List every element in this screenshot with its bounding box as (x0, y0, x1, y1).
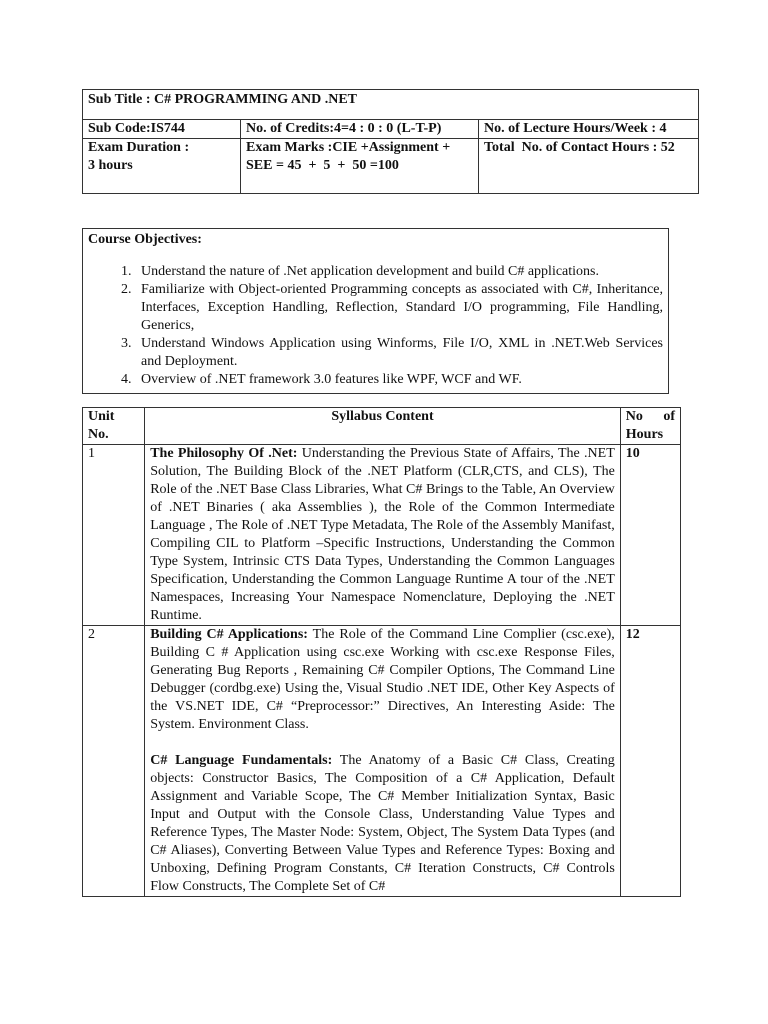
hours-header-of: of (663, 409, 675, 424)
content-section (150, 626, 615, 734)
objectives-list (88, 263, 663, 389)
content-section (150, 752, 615, 896)
hours-header-line1 (626, 408, 675, 426)
exam-duration-cell (83, 139, 241, 194)
section-heading: Building C# Applications: (150, 627, 308, 642)
unit-header-line1: Unit (88, 409, 115, 424)
syllabus-content-header: Syllabus Content (145, 408, 621, 445)
table-row (83, 445, 681, 626)
content-section (150, 445, 615, 625)
objective-item: 4. Overview of .NET framework 3.0 features like WPF, WCF and WF. (135, 371, 663, 389)
section-text: The Anatomy of a Basic C# Class, Creating objects: Constructor Basics, The Composition of a C# Application, Default Assignment and Variable Scope, The C# Member Initialization Syntax, Basic Input and Output with the Console Class, Understanding Value Types and Reference Types, The Master Node: System, Object, The System Data Types (and C# Aliases), Converting Between Value Types and Reference Types: Boxing and Unboxing, Defining Program Constants, C# Iteration Constructs, C# Controls Flow Constructs, The Complete Set of C# (150, 753, 615, 894)
unit-number: 1 (83, 445, 145, 626)
course-header-table (82, 89, 699, 194)
unit-hours: 12 (620, 626, 680, 897)
exam-marks-line2: SEE = 45 + 5 + 50 =100 (246, 158, 399, 173)
unit-header-line2: No. (88, 427, 109, 442)
credits: No. of Credits:4=4 : 0 : 0 (L-T-P) (241, 120, 479, 139)
lecture-hours: No. of Lecture Hours/Week : 4 (479, 120, 699, 139)
table-row (83, 626, 681, 897)
sub-code: Sub Code:IS744 (83, 120, 241, 139)
unit-content (145, 626, 621, 897)
objectives-title: Course Objectives: (88, 232, 202, 247)
hours-header-no: No (625, 409, 643, 424)
hours-header-line2: Hours (625, 427, 664, 442)
course-objectives-box (82, 228, 669, 394)
exam-duration-value: 3 hours (88, 158, 133, 173)
unit-content (145, 445, 621, 626)
exam-marks-line1: Exam Marks :CIE +Assignment + (246, 140, 451, 155)
objective-item: 1. Understand the nature of .Net application development and build C# applications. (135, 263, 663, 281)
unit-hours: 10 (620, 445, 680, 626)
syllabus-table (82, 407, 681, 897)
section-text: The Role of the Command Line Complier (csc.exe), Building C # Application using csc.exe Working with csc.exe Response Files, Generating Bug Reports , Remaining C# Compiler Options, The Command Line Debugger (cordbg.exe) Using the, Visual Studio .NET IDE, Other Key Aspects of the VS.NET IDE, C# “Preprocessor:” Directives, An Interesting Aside: The System. Environment Class. (150, 627, 615, 732)
section-heading: C# Language Fundamentals: (150, 753, 333, 768)
exam-marks-cell (241, 139, 479, 194)
objective-item: 2. Familiarize with Object-oriented Programming concepts as associated with C#, Inheritance, Interfaces, Exception Handling, Reflection, Standard I/O programming, File Handling, Generics, (135, 281, 663, 335)
hours-header (620, 408, 680, 445)
contact-hours: Total No. of Contact Hours : 52 (479, 139, 699, 194)
section-heading: The Philosophy Of .Net: (150, 446, 298, 461)
sub-title: Sub Title : C# PROGRAMMING AND .NET (83, 90, 699, 120)
section-text: Understanding the Previous State of Affairs, The .NET Solution, The Building Block of the .NET Platform (CLR,CTS, and CLS), The Role of the .NET Base Class Libraries, What C# Brings to the Table, An Overview of .NET Binaries ( aka Assemblies ), the Role of the Common Intermediate Language , The Role of .NET Type Metadata, The Role of the Assembly Manifast, Compiling CIL to Platform –Specific Instructions, Understanding the Common Type System, Intrinsic CTS Data Types, Understanding the Common Languages Specification, Understanding the Common Language Runtime A tour of the .NET Namespaces, Increasing Your Namespace Nomenclature, Deploying the .NET Runtime. (150, 446, 615, 623)
unit-number: 2 (83, 626, 145, 897)
unit-no-header (83, 408, 145, 445)
exam-duration-label: Exam Duration : (88, 140, 190, 155)
objective-item: 3. Understand Windows Application using Winforms, File I/O, XML in .NET.Web Services and Deployment. (135, 335, 663, 371)
syllabus-header-row (83, 408, 681, 445)
